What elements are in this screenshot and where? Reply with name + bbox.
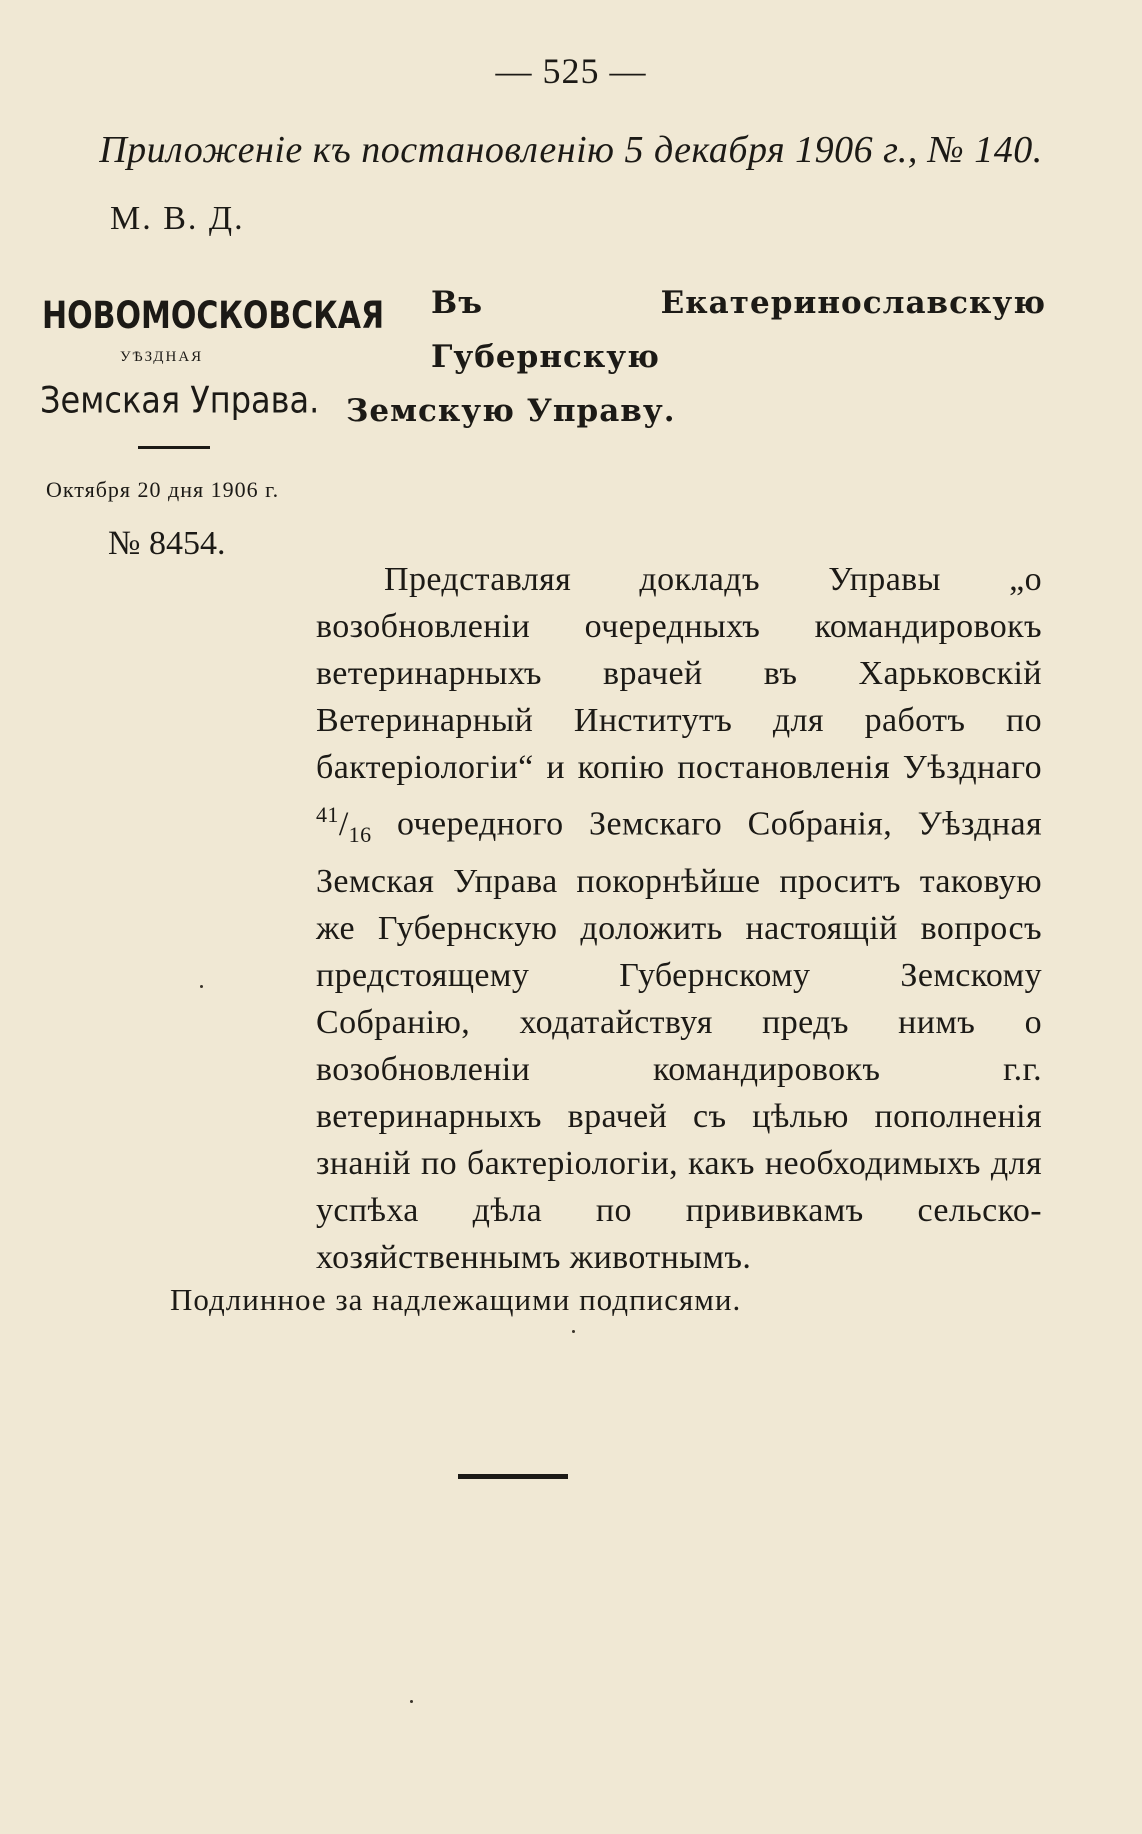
- zemstvo-name: НОВОМОСКОВСКАЯ: [42, 294, 385, 338]
- appendix-title: Приложеніе къ постановленію 5 декабря 1906 г., № 140.: [99, 129, 1043, 171]
- ink-speck: [572, 1330, 575, 1333]
- ministry-abbreviation: М. В. Д.: [110, 200, 245, 237]
- page-number: — 525 —: [495, 51, 647, 91]
- body-text-part-2: очередного Земскаго Собранія, Уѣздная Земская Управа покорнѣйше проситъ таковую же Губернскую доложить настоящій вопросъ предстоящему Губернскому Земскому Собранію, ходатайствуя предъ нимъ о возобновленіи командировокъ г.г. ветеринарныхъ врачей съ цѣлью пополненія знаній по бактеріологіи, какъ необходимыхъ для успѣха дѣла по прививкамъ сельско-хозяйственнымъ животнымъ.: [316, 805, 1042, 1277]
- sender-block: [40, 200, 385, 563]
- closing-rule: [458, 1474, 568, 1479]
- letter-number: № 8454.: [108, 525, 226, 562]
- ink-speck: [410, 1700, 413, 1703]
- signature-note: Подлинное за надлежащими подписями.: [170, 1282, 742, 1317]
- board-name: Земская Управа.: [40, 378, 320, 422]
- letter-date: Октября 20 дня 1906 г.: [46, 477, 280, 502]
- addressee-line-1: Въ Екатеринославскую Губернскую: [431, 285, 1046, 375]
- fraction-numerator: 41: [316, 802, 339, 827]
- divider: [138, 446, 210, 449]
- addressee-line-2: Земскую Управу.: [346, 393, 676, 429]
- addressee-block: [346, 276, 1046, 438]
- district-label: УѢЗДНАЯ: [120, 349, 204, 365]
- body-text-part-1: Представляя докладъ Управы „о возобновленіи очередныхъ командировокъ ветеринарныхъ врачей въ Харьковскій Ветеринарный Институтъ для работъ по бактеріологіи“ и копію постановленія Уѣзднаго: [316, 561, 1042, 786]
- fraction-denominator: 16: [348, 822, 372, 848]
- ink-speck: [200, 985, 203, 988]
- letter-body: Представляя докладъ Управы „о возобновленіи очередныхъ командировокъ ветеринарныхъ врачей въ Харьковскій Ветеринарный Институтъ для работъ по бактеріологіи“ и копію постановленія Уѣзднаго $^{41}/_{16}$ очередного Земскаго Собранія, Уѣздная Земская Управа покорнѣйше проситъ таковую же Губернскую доложить настоящій вопросъ предстоящему Губернскому Земскому Собранію, ходатайствуя предъ нимъ о возобновленіи командировокъ г.г. ветеринарныхъ врачей съ цѣлью пополненія знаній по бактеріологіи, какъ необходимыхъ для успѣха дѣла по прививкамъ сельско-хозяйственнымъ животнымъ.: [316, 561, 1042, 1277]
